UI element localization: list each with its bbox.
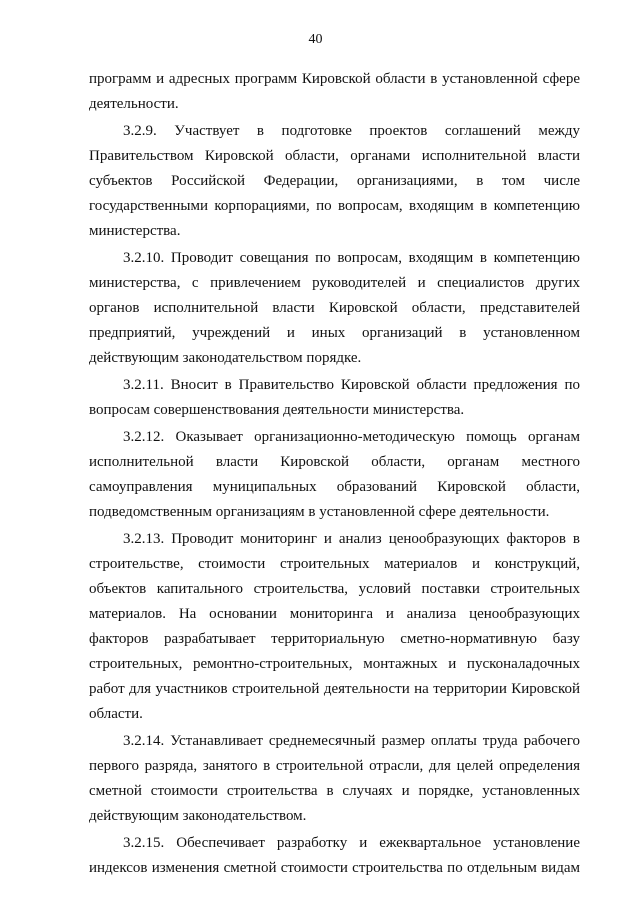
page-number: 40 <box>308 32 323 47</box>
paragraph-3-2-10: 3.2.10. Проводит совещания по вопросам, входящим в компетенцию министерства, с привлечением руководителей и специалистов других органов исполнительной власти Кировской области, представителей предприятий, учреждений и иных организаций в установленном действующим законодательством порядке. <box>89 250 580 366</box>
paragraph-3-2-9: 3.2.9. Участвует в подготовке проектов соглашений между Правительством Кировской области, органами исполнительной власти субъектов Российской Федерации, организациями, в том числе государственными корпорациями, по вопросам, входящим в компетенцию министерства. <box>89 123 580 239</box>
paragraph-3-2-13: 3.2.13. Проводит мониторинг и анализ ценообразующих факторов в строительстве, стоимости строительных материалов и конструкций, объектов капитального строительства, условий поставки строительных материалов. На основании мониторинга и анализа ценообразующих факторов разрабатывает территориальную сметно-нормативную базу строительных, ремонтно-строительных, монтажных и пусконаладочных работ для участников строительной деятельности на территории Кировской области. <box>89 531 580 722</box>
paragraph-3-2-11: 3.2.11. Вносит в Правительство Кировской области предложения по вопросам совершенствования деятельности министерства. <box>89 377 580 418</box>
paragraph-3-2-14: 3.2.14. Устанавливает среднемесячный размер оплаты труда рабочего первого разряда, занятого в строительной отрасли, для целей определения сметной стоимости строительства в случаях и порядке, установленных действующим законодательством. <box>89 733 580 824</box>
document-body <box>89 67 580 883</box>
paragraph-continuation: программ и адресных программ Кировской области в установленной сфере деятельности. <box>89 71 580 112</box>
paragraph-3-2-15: 3.2.15. Обеспечивает разработку и ежеквартальное установление индексов изменения сметной стоимости строительства по отдельным видам <box>89 835 580 876</box>
paragraph-3-2-12: 3.2.12. Оказывает организационно-методическую помощь органам исполнительной власти Кировской области, органам местного самоуправления муниципальных образований Кировской области, подведомственным организациям в установленной сфере деятельности. <box>89 429 580 520</box>
